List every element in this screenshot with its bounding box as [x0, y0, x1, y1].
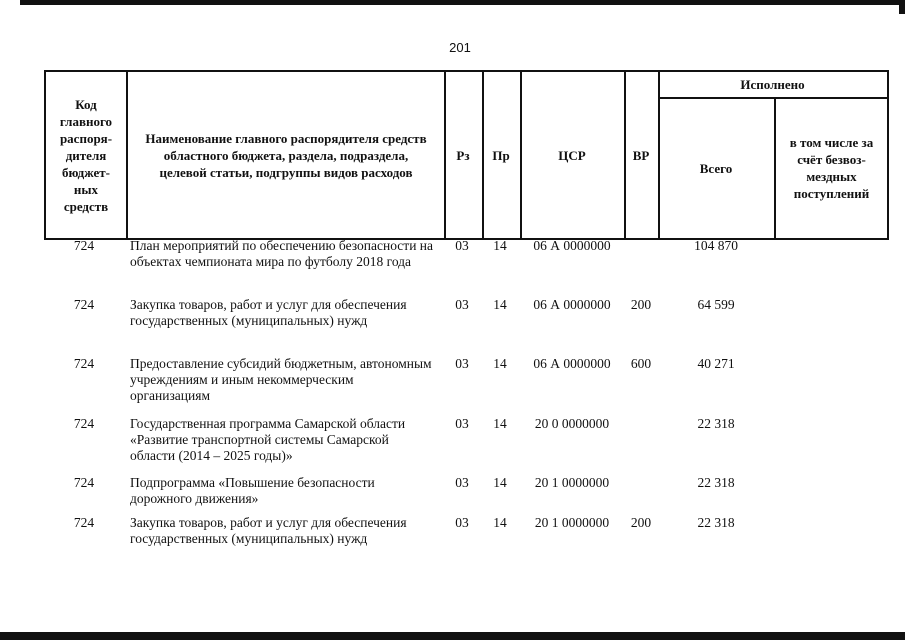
cell-csr: 06 А 0000000	[533, 356, 611, 371]
cell-name: Закупка товаров, работ и услуг для обеспечения государственных (муниципальных) нужд	[130, 515, 407, 546]
cell-rz: 03	[455, 297, 469, 312]
cell-name: Предоставление субсидий бюджетным, автономным учреждениям и иным некоммерческим организациям	[130, 356, 432, 403]
cell-csr: 06 А 0000000	[533, 297, 611, 312]
cell-rz: 03	[455, 356, 469, 371]
cell-code: 724	[73, 515, 95, 530]
cell-pr: 14	[493, 475, 507, 490]
cell-rz: 03	[455, 238, 469, 253]
cell-code: 724	[73, 238, 95, 253]
cell-code: 724	[73, 475, 95, 490]
header-pr: Пр	[492, 147, 510, 163]
cell-vr: 200	[630, 515, 652, 530]
cell-total: 22 318	[697, 475, 735, 490]
header-free-receipts: в том числе за счёт безвоз- мездных поступлений	[789, 135, 874, 201]
header-total: Всего	[699, 160, 733, 176]
cell-rz: 03	[455, 515, 469, 530]
cell-total: 40 271	[697, 356, 735, 371]
cell-vr: 200	[630, 297, 652, 312]
cell-vr: 600	[630, 356, 652, 371]
cell-pr: 14	[493, 356, 507, 371]
cell-code: 724	[73, 416, 95, 431]
cell-code: 724	[73, 297, 95, 312]
cell-total: 22 318	[697, 416, 735, 431]
bottom-scan-border	[0, 632, 905, 640]
cell-total: 64 599	[697, 297, 735, 312]
cell-total: 104 870	[694, 238, 738, 253]
cell-csr: 06 А 0000000	[533, 238, 611, 253]
cell-pr: 14	[493, 238, 507, 253]
header-name: Наименование главного распорядителя средств областного бюджета, раздела, подраздела, целевой статьи, подгруппы видов расходов	[145, 130, 427, 180]
header-rz: Рз	[456, 147, 470, 163]
page-number: 201	[449, 40, 471, 55]
cell-csr: 20 1 0000000	[534, 515, 610, 530]
cell-rz: 03	[455, 416, 469, 431]
header-executed: Исполнено	[740, 77, 805, 92]
header-vr: ВР	[632, 147, 650, 163]
table-header	[44, 70, 889, 240]
cell-name: Государственная программа Самарской области «Развитие транспортной системы Самарской области (2014 – 2025 годы)»	[130, 416, 406, 463]
cell-total: 22 318	[697, 515, 735, 530]
top-corner-mark	[899, 0, 905, 14]
cell-name: Подпрограмма «Повышение безопасности дорожного движения»	[130, 475, 375, 506]
cell-code: 724	[73, 356, 95, 371]
cell-pr: 14	[493, 297, 507, 312]
cell-rz: 03	[455, 475, 469, 490]
top-scan-border	[20, 0, 905, 5]
header-csr: ЦСР	[558, 147, 586, 163]
header-code: Код главного распоря- дителя бюджет- ных средств	[59, 96, 113, 214]
cell-name: План мероприятий по обеспечению безопасности на объектах чемпионата мира по футболу 2018 года	[130, 238, 434, 269]
cell-name: Закупка товаров, работ и услуг для обеспечения государственных (муниципальных) нужд	[130, 297, 407, 328]
cell-csr: 20 1 0000000	[534, 475, 610, 490]
cell-pr: 14	[493, 416, 507, 431]
cell-csr: 20 0 0000000	[534, 416, 610, 431]
cell-pr: 14	[493, 515, 507, 530]
